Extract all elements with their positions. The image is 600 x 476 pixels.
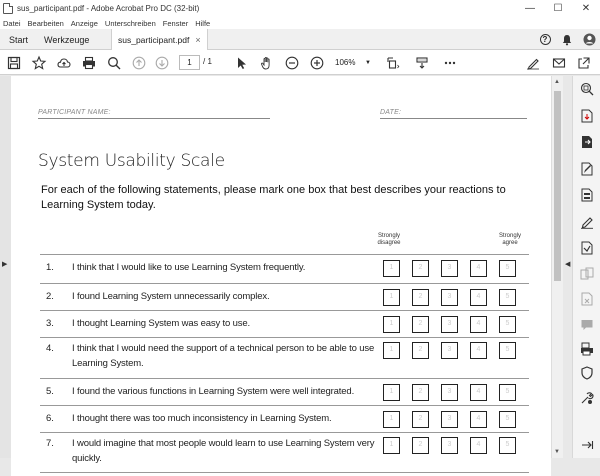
save-icon[interactable] — [4, 53, 24, 72]
rating-box-number: 4 — [476, 320, 481, 327]
document-viewport[interactable] — [11, 76, 551, 464]
window-controls — [516, 0, 600, 17]
close-window-button[interactable]: ✕ — [581, 3, 591, 14]
rating-checkbox[interactable] — [383, 260, 400, 277]
search-icon[interactable] — [104, 53, 124, 72]
next-page-icon[interactable] — [152, 53, 172, 72]
rating-box-number: 3 — [447, 320, 452, 327]
rating-checkbox[interactable] — [470, 260, 487, 277]
question-number: 3. — [46, 318, 54, 329]
question-text: I found Learning System unnecessarily complex. — [72, 291, 270, 302]
create-form-icon[interactable] — [580, 188, 594, 202]
protect-shield-icon[interactable] — [580, 366, 594, 380]
enhance-scan-icon[interactable] — [580, 82, 594, 96]
date-line — [380, 118, 527, 119]
rating-box-number: 1 — [389, 293, 394, 300]
redact-icon[interactable] — [580, 292, 594, 306]
rating-checkbox[interactable] — [441, 384, 458, 401]
collapse-right-icon: ◀ — [565, 261, 571, 268]
page-number-input[interactable]: 1 — [179, 55, 200, 70]
rating-checkbox[interactable] — [383, 316, 400, 333]
question-number: 6. — [46, 413, 54, 424]
document-title: System Usability Scale — [38, 151, 225, 171]
rating-box-number: 5 — [505, 388, 510, 395]
scale-high-label: Strongly agree — [498, 233, 521, 246]
print-icon[interactable] — [79, 53, 99, 72]
rating-checkbox[interactable] — [383, 289, 400, 306]
zoom-out-icon[interactable] — [282, 53, 302, 72]
rating-box-number: 5 — [505, 320, 510, 327]
question-row — [40, 378, 529, 405]
rating-box-number: 4 — [476, 264, 481, 271]
menu-anzeige[interactable]: Anzeige — [70, 18, 98, 28]
rating-checkbox[interactable] — [412, 316, 429, 333]
question-text: I think that I would like to use Learning System frequently. — [72, 262, 306, 273]
question-text: I thought Learning System was easy to use. — [72, 318, 250, 329]
rating-box-number: 5 — [505, 293, 510, 300]
scrollbar-thumb[interactable] — [554, 91, 561, 281]
rating-box-number: 1 — [389, 388, 394, 395]
title-bar — [0, 0, 600, 17]
rating-checkbox[interactable] — [470, 411, 487, 428]
rating-box-number: 5 — [505, 346, 510, 353]
page-display-icon[interactable] — [412, 53, 432, 72]
question-number: 7. — [46, 438, 54, 449]
fill-sign-icon[interactable] — [580, 215, 594, 229]
menu-datei[interactable]: Datei — [3, 18, 21, 28]
tab-document-label: sus_participant.pdf — [118, 34, 190, 45]
rating-box-number: 3 — [447, 441, 452, 448]
rating-checkbox[interactable] — [383, 411, 400, 428]
rating-checkbox[interactable] — [499, 316, 516, 333]
select-cursor-icon[interactable] — [232, 53, 252, 72]
question-text: I would imagine that most people would learn to use Learning System very quickly. — [72, 438, 375, 464]
minimize-button[interactable]: — — [525, 3, 535, 14]
account-avatar-icon[interactable] — [578, 29, 600, 50]
rating-box-number: 2 — [418, 346, 423, 353]
collapse-pane-icon[interactable] — [580, 438, 594, 452]
rating-box-number: 2 — [418, 320, 423, 327]
tab-bar — [0, 29, 600, 50]
tab-close-icon[interactable]: × — [195, 34, 201, 45]
scale-low-label: Strongly disagree — [377, 233, 401, 246]
rating-checkbox[interactable] — [412, 342, 429, 359]
rating-box-number: 3 — [447, 293, 452, 300]
menu-hilfe[interactable]: Hilfe — [195, 18, 211, 28]
menu-bearbeiten[interactable]: Bearbeiten — [27, 18, 64, 28]
tab-tools[interactable]: Werkzeuge — [44, 34, 90, 45]
rating-box-number: 1 — [389, 320, 394, 327]
rating-box-number: 2 — [418, 415, 423, 422]
bookmark-star-icon[interactable] — [29, 53, 49, 72]
email-icon[interactable] — [549, 53, 569, 72]
fit-page-icon[interactable] — [383, 53, 403, 72]
create-pdf-icon[interactable] — [580, 109, 594, 123]
hand-tool-icon[interactable] — [257, 53, 277, 72]
menu-fenster[interactable]: Fenster — [162, 18, 189, 28]
rating-box-number: 2 — [418, 264, 423, 271]
menu-bar — [0, 17, 600, 29]
question-text: I think that I would need the support of a technical person to be able to use Learning System. — [72, 343, 375, 369]
rating-box-number: 5 — [505, 441, 510, 448]
rating-checkbox[interactable] — [470, 437, 487, 454]
question-row — [40, 254, 529, 283]
rating-checkbox[interactable] — [412, 260, 429, 277]
question-number: 5. — [46, 386, 54, 397]
more-options-icon[interactable] — [440, 53, 460, 72]
rating-checkbox[interactable] — [441, 411, 458, 428]
rating-checkbox[interactable] — [383, 384, 400, 401]
scroll-up-icon[interactable]: ▲ — [554, 79, 560, 85]
rating-checkbox[interactable] — [441, 316, 458, 333]
question-number: 4. — [46, 343, 54, 354]
question-row — [40, 310, 529, 337]
print-production-icon[interactable] — [580, 342, 594, 356]
chevron-down-icon: ▼ — [365, 59, 371, 66]
rating-checkbox[interactable] — [499, 289, 516, 306]
rating-box-number: 3 — [447, 264, 452, 271]
rating-checkbox[interactable] — [499, 260, 516, 277]
cloud-upload-icon[interactable] — [54, 53, 74, 72]
instructions-text: For each of the following statements, please mark one box that best describes your reactions to Learning System today. — [41, 184, 506, 211]
previous-page-icon[interactable] — [129, 53, 149, 72]
menu-unterschreiben[interactable]: Unterschreiben — [104, 18, 156, 28]
date-label: DATE: — [380, 109, 402, 116]
export-pdf-icon[interactable] — [580, 135, 594, 149]
comment-icon[interactable] — [580, 318, 594, 332]
expand-left-icon: ▶ — [2, 261, 8, 268]
question-number: 2. — [46, 291, 54, 302]
main-toolbar — [0, 50, 600, 75]
question-row — [40, 432, 529, 472]
rating-checkbox[interactable] — [441, 289, 458, 306]
rating-checkbox[interactable] — [499, 437, 516, 454]
edit-pdf-icon[interactable] — [580, 162, 594, 176]
rating-box-number: 3 — [447, 388, 452, 395]
rating-checkbox[interactable] — [470, 342, 487, 359]
tools-pane — [572, 76, 600, 458]
sign-pen-icon[interactable] — [523, 53, 543, 72]
rating-box-number: 1 — [389, 441, 394, 448]
combine-files-icon[interactable] — [580, 267, 594, 281]
rating-box-number: 5 — [505, 264, 510, 271]
more-tools-icon[interactable] — [580, 391, 594, 405]
rating-box-number: 4 — [476, 415, 481, 422]
rating-box-number: 4 — [476, 293, 481, 300]
left-panel-toggle[interactable] — [0, 76, 11, 458]
zoom-level-value: 106% — [335, 58, 356, 67]
rating-box-number: 4 — [476, 388, 481, 395]
share-icon[interactable] — [574, 53, 594, 72]
rating-box-number: 1 — [389, 415, 394, 422]
window-title: sus_participant.pdf - Adobe Acrobat Pro DC (32-bit) — [17, 4, 200, 13]
rating-box-number: 2 — [418, 293, 423, 300]
page-total: / 1 — [203, 57, 212, 66]
zoom-in-icon[interactable] — [307, 53, 327, 72]
rating-checkbox[interactable] — [470, 384, 487, 401]
table-bottom-line — [40, 472, 529, 473]
question-row — [40, 337, 529, 378]
notifications-bell-icon[interactable] — [556, 29, 578, 50]
question-row — [40, 283, 529, 310]
rating-box-number: 3 — [447, 415, 452, 422]
zoom-level-select[interactable] — [333, 55, 373, 70]
scroll-down-icon[interactable]: ▼ — [554, 449, 560, 455]
vertical-scrollbar[interactable] — [551, 76, 563, 458]
question-row — [40, 405, 529, 432]
rating-box-number: 1 — [389, 264, 394, 271]
participant-name-line — [38, 118, 270, 119]
rating-box-number: 5 — [505, 415, 510, 422]
rating-box-number: 4 — [476, 441, 481, 448]
pdf-page — [11, 76, 551, 476]
rating-checkbox[interactable] — [412, 289, 429, 306]
rating-checkbox[interactable] — [441, 342, 458, 359]
pdf-file-icon — [3, 3, 13, 14]
rating-checkbox[interactable] — [412, 437, 429, 454]
rating-checkbox[interactable] — [470, 289, 487, 306]
rating-checkbox[interactable] — [470, 316, 487, 333]
question-text: I found the various functions in Learning System were well integrated. — [72, 386, 355, 397]
rating-checkbox[interactable] — [383, 437, 400, 454]
rating-checkbox[interactable] — [383, 342, 400, 359]
rating-box-number: 1 — [389, 346, 394, 353]
rating-checkbox[interactable] — [499, 342, 516, 359]
rating-checkbox[interactable] — [412, 411, 429, 428]
rating-checkbox[interactable] — [499, 384, 516, 401]
rating-checkbox[interactable] — [412, 384, 429, 401]
right-panel-toggle[interactable] — [563, 76, 572, 458]
rating-checkbox[interactable] — [441, 260, 458, 277]
participant-name-label: PARTICIPANT NAME: — [38, 109, 111, 116]
maximize-button[interactable]: ☐ — [553, 3, 563, 14]
help-icon[interactable]: ? — [534, 29, 556, 50]
tab-start[interactable]: Start — [9, 34, 29, 45]
rating-box-number: 3 — [447, 346, 452, 353]
organize-pages-icon[interactable] — [580, 241, 594, 255]
rating-checkbox[interactable] — [441, 437, 458, 454]
rating-box-number: 2 — [418, 388, 423, 395]
tab-document[interactable] — [111, 29, 208, 50]
question-text: I thought there was too much inconsistency in Learning System. — [72, 413, 332, 424]
rating-box-number: 2 — [418, 441, 423, 448]
rating-box-number: 4 — [476, 346, 481, 353]
rating-checkbox[interactable] — [499, 411, 516, 428]
question-number: 1. — [46, 262, 54, 273]
